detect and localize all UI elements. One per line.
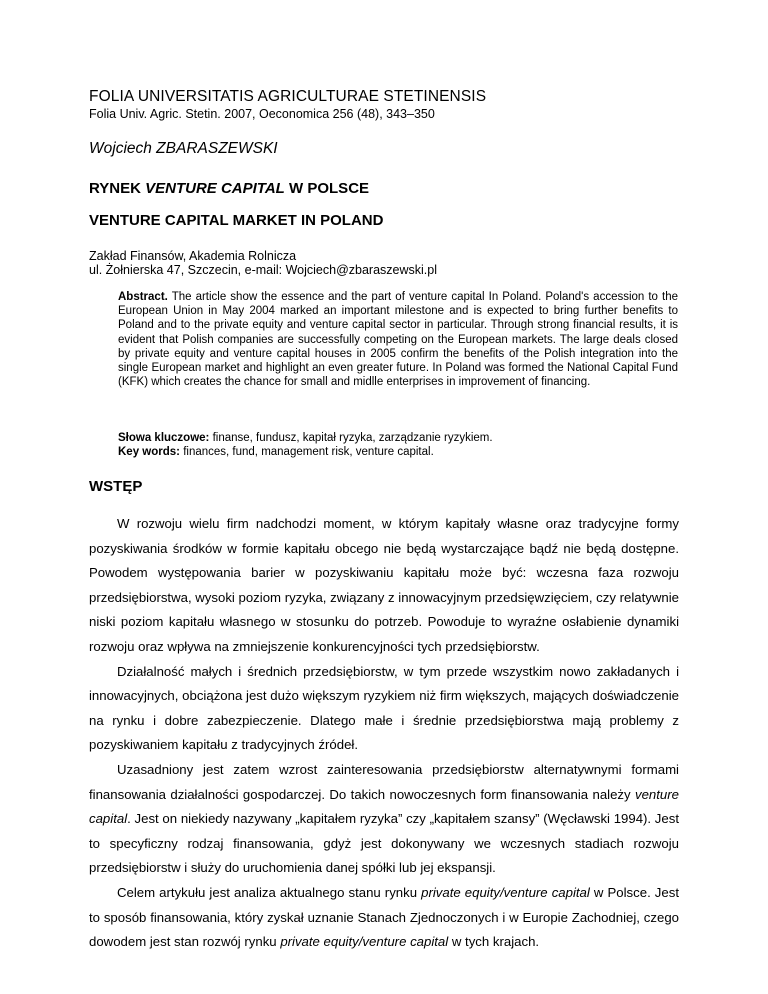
journal-title: FOLIA UNIVERSITATIS AGRICULTURAE STETINENSIS bbox=[89, 88, 487, 105]
keywords-english-label: Key words: bbox=[118, 446, 180, 459]
affiliation-line-1: Zakład Finansów, Akademia Rolnicza bbox=[89, 249, 297, 263]
body-text bbox=[89, 512, 679, 955]
paragraph-3 bbox=[89, 758, 679, 881]
keywords-polish-label: Słowa kluczowe: bbox=[118, 432, 210, 444]
abstract-label: Abstract. bbox=[118, 291, 168, 303]
author-name: Wojciech ZBARASZEWSKI bbox=[89, 140, 278, 157]
paragraph-4 bbox=[89, 881, 679, 955]
paragraph-3-part-a: Uzasadniony jest zatem wzrost zainteresowania przedsiębiorstw alternatywnymi formami finansowania działalności gospodarczej. Do takich nowoczesnych form finansowania należy bbox=[89, 761, 679, 802]
paragraph-4-italic-2: private equity/venture capital bbox=[280, 934, 449, 950]
paragraph-4-part-b: w Polsce. Jest to sposób finansowania, który zyskał uznanie Stanach Zjednoczonych i w Europie Zachodniej, czego dowodem jest stan rozwój rynku bbox=[89, 884, 679, 950]
journal-citation: Folia Univ. Agric. Stetin. 2007, Oeconomica 256 (48), 343–350 bbox=[89, 107, 435, 121]
abstract bbox=[118, 290, 678, 389]
paragraph-4-italic-1: private equity/venture capital bbox=[421, 884, 590, 900]
abstract-text: The article show the essence and the part of venture capital In Poland. Poland's accession to the European Union in May 2004 marked an important milestone and is expected to bring further benefits to Poland and to the private equity and venture capital sector in particular. Through strong financial results, it is evident that Polish companies are successfully competing on the European markets. The large deals closed by private equity and venture capital houses in 2005 confirm the benefits of the Polish integration into the single European market and highlight an even greater future. In Poland was formed the National Capital Fund (KFK) which creates the chance for small and midlle enterprises in improvement of financing. bbox=[118, 291, 678, 389]
paragraph-4-part-a: Celem artykułu jest analiza aktualnego stanu rynku bbox=[117, 884, 422, 900]
paragraph-2: Działalność małych i średnich przedsiębiorstw, w tym przede wszystkim nowo zakładanych i innowacyjnych, obciążona jest dużo większym ryzykiem niż firm większych, mających doświadczenie na rynku i dobre zabezpieczenie. Dlatego małe i średnie przedsiębiorstwa mają problemy z pozyskiwaniem kapitału z tradycyjnych źródeł. bbox=[89, 663, 679, 753]
keywords-polish bbox=[118, 431, 678, 445]
affiliation-line-2: ul. Żołnierska 47, Szczecin, e-mail: Wojciech@zbaraszewski.pl bbox=[89, 263, 437, 277]
title-polish-end: W POLSCE bbox=[284, 180, 370, 197]
paragraph-3-italic: venture capital bbox=[89, 786, 679, 827]
keywords-english-text: finances, fund, management risk, venture capital. bbox=[180, 446, 434, 459]
keywords-english bbox=[118, 445, 678, 459]
title-polish bbox=[89, 180, 369, 197]
keywords-polish-text: finanse, fundusz, kapitał ryzyka, zarządzanie ryzykiem. bbox=[209, 432, 493, 444]
paragraph-3-part-b: . Jest on niekiedy nazywany „kapitałem ryzyka” czy „kapitałem szansy” (Węcławski 1994). Jest to specyficzny rodzaj finansowania, gdyż jest dokonywany we wczesnych stadiach rozwoju przedsiębiorstw i służy do uruchomienia danej spółki lub jej ekspansji. bbox=[89, 811, 679, 876]
paragraph-1: W rozwoju wielu firm nadchodzi moment, w którym kapitały własne oraz tradycyjne formy pozyskiwania środków w formie kapitału obcego nie będą wystarczające bądź nie będą dostępne. Powodem występowania barier w pozyskiwaniu kapitału może być: wczesna faza rozwoju przedsiębiorstwa, wysoki poziom ryzyka, związany z innowacyjnym przedsięwzięciem, czy relatywnie niski poziom kapitału własnego w stosunku do potrzeb. Powoduje to wyraźne osłabienie dynamiki rozwoju oraz wpływa na zmniejszenie konkurencyjności tych przedsiębiorstw. bbox=[89, 516, 679, 654]
keywords-block bbox=[118, 431, 678, 459]
title-english: VENTURE CAPITAL MARKET IN POLAND bbox=[89, 212, 384, 229]
title-polish-italic: VENTURE CAPITAL bbox=[145, 180, 285, 197]
paragraph-4-part-c: w tych krajach. bbox=[448, 934, 540, 950]
title-polish-start: RYNEK bbox=[89, 180, 146, 197]
section-heading: WSTĘP bbox=[89, 478, 143, 495]
